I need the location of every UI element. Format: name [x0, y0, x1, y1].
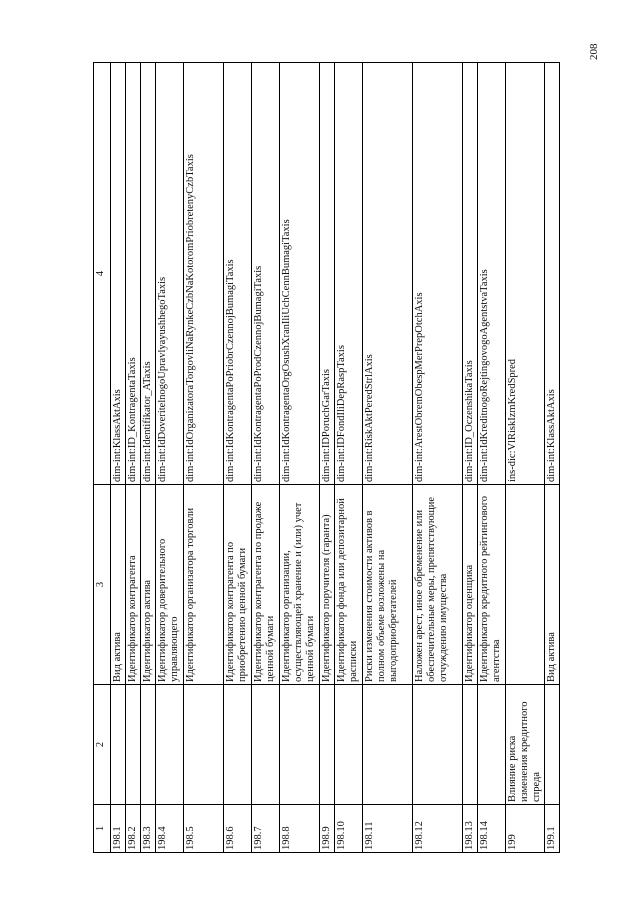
- table-cell: dim-int:Identifikator_ATaxis: [141, 63, 156, 485]
- table-row: [156, 63, 184, 853]
- table-cell: dim-int:ArestObremObespMerPrepOtchAxis: [413, 63, 463, 485]
- table-row: [413, 63, 463, 853]
- table-cell: [363, 685, 413, 805]
- table-row: [478, 63, 506, 853]
- table-cell: [184, 685, 224, 805]
- table-cell: Риски изменения стоимости активов в полном объеме возложены на выгодоприобретателей: [363, 485, 413, 685]
- header-row: [94, 63, 111, 853]
- table-cell: Идентификатор контрагента по продаже ценной бумаги: [252, 485, 280, 685]
- page-number: 208: [588, 43, 600, 60]
- table-cell: Идентификатор поручителя (гаранта): [320, 485, 335, 685]
- table-cell: Вид актива: [545, 485, 560, 685]
- table-cell: 198.4: [156, 805, 184, 853]
- table-cell: 198.2: [126, 805, 141, 853]
- table-cell: [320, 685, 335, 805]
- table-cell: Идентификатор актива: [141, 485, 156, 685]
- table-row: [335, 63, 363, 853]
- table-cell: Идентификатор фонда или депозитарной расписки: [335, 485, 363, 685]
- table-cell: [280, 685, 320, 805]
- table-cell: dim-int:IdDoveritelnogoUpravlyayushhegoTaxis: [156, 63, 184, 485]
- table-cell: 198.3: [141, 805, 156, 853]
- table-cell: dim-int:IDFondIliDepRaspTaxis: [335, 63, 363, 485]
- table-cell: Идентификатор организатора торговли: [184, 485, 224, 685]
- header-cell: 4: [94, 63, 111, 485]
- table-cell: 198.11: [363, 805, 413, 853]
- table-row: [224, 63, 252, 853]
- table-cell: 198.12: [413, 805, 463, 853]
- table-cell: 198.5: [184, 805, 224, 853]
- table-row: [126, 63, 141, 853]
- table-row: [545, 63, 560, 853]
- table-cell: Идентификатор контрагента: [126, 485, 141, 685]
- table-cell: Вид актива: [111, 485, 126, 685]
- table-cell: [224, 685, 252, 805]
- table-cell: [111, 685, 126, 805]
- table-cell: Наложен арест, иное обременение или обеспечительные меры, препятствующие отчуждению имущества: [413, 485, 463, 685]
- table-cell: [478, 685, 506, 805]
- header-cell: 3: [94, 485, 111, 685]
- table-cell: dim-int:RiskAktPeredStrlAxis: [363, 63, 413, 485]
- data-table: [93, 62, 560, 853]
- table-cell: 198.14: [478, 805, 506, 853]
- table-row: [184, 63, 224, 853]
- table-cell: 198.7: [252, 805, 280, 853]
- table-cell: Идентификатор оценщика: [463, 485, 478, 685]
- table-cell: [141, 685, 156, 805]
- table-cell: [545, 685, 560, 805]
- header-cell: 1: [94, 805, 111, 853]
- table-cell: [463, 685, 478, 805]
- rotated-table-container: [93, 63, 593, 853]
- table-row: [280, 63, 320, 853]
- table-cell: dim-int:IdKontragentaPoPriobrCzennojBumagiTaxis: [224, 63, 252, 485]
- table-cell: dim-int:IdKontragentaOrgOsushXranIliUchCennBumagiTaxis: [280, 63, 320, 485]
- table-row: [111, 63, 126, 853]
- table-cell: dim-int:KlassAktAxis: [111, 63, 126, 485]
- table-cell: dim-int:IDPoruchGarTaxis: [320, 63, 335, 485]
- table-row: [463, 63, 478, 853]
- table-cell: 198.8: [280, 805, 320, 853]
- table-cell: dim-int:IdKontragentaPoProdCzennojBumagiTaxis: [252, 63, 280, 485]
- table-row: [252, 63, 280, 853]
- table-cell: 199: [506, 805, 545, 853]
- table-cell: 198.9: [320, 805, 335, 853]
- table-cell: [413, 685, 463, 805]
- table-cell: dim-int:IdOrganizatoraTorgovliNaRynkeCzbNaKotoromPriobretenyCzbTaxis: [184, 63, 224, 485]
- table-row: [141, 63, 156, 853]
- table-cell: Идентификатор доверительного управляющего: [156, 485, 184, 685]
- table-cell: Идентификатор кредитного рейтингового агентства: [478, 485, 506, 685]
- table-cell: [252, 685, 280, 805]
- table-row: [506, 63, 545, 853]
- table-row: [320, 63, 335, 853]
- table-cell: Идентификатор организации, осуществляющей хранение и (или) учет ценной бумаги: [280, 485, 320, 685]
- table-cell: 198.13: [463, 805, 478, 853]
- table-cell: [506, 485, 545, 685]
- header-cell: 2: [94, 685, 111, 805]
- table-cell: 199.1: [545, 805, 560, 853]
- table-cell: ins-dic:VlRiskIzmKredSpred: [506, 63, 545, 485]
- table-cell: Влияние риска изменения кредитного спреда: [506, 685, 545, 805]
- table-cell: dim-int:IdKreditnogoRejtingovogoAgentstvaTaxis: [478, 63, 506, 485]
- table-cell: 198.6: [224, 805, 252, 853]
- table-cell: dim-int:ID_OczenshikaTaxis: [463, 63, 478, 485]
- table-cell: 198.10: [335, 805, 363, 853]
- table-cell: dim-int:ID_KontragentaTaxis: [126, 63, 141, 485]
- table-cell: Идентификатор контрагента по приобретению ценной бумаги: [224, 485, 252, 685]
- table-cell: 198.1: [111, 805, 126, 853]
- table-row: [363, 63, 413, 853]
- table-cell: [335, 685, 363, 805]
- table-cell: [156, 685, 184, 805]
- table-cell: dim-int:KlassAktAxis: [545, 63, 560, 485]
- table-cell: [126, 685, 141, 805]
